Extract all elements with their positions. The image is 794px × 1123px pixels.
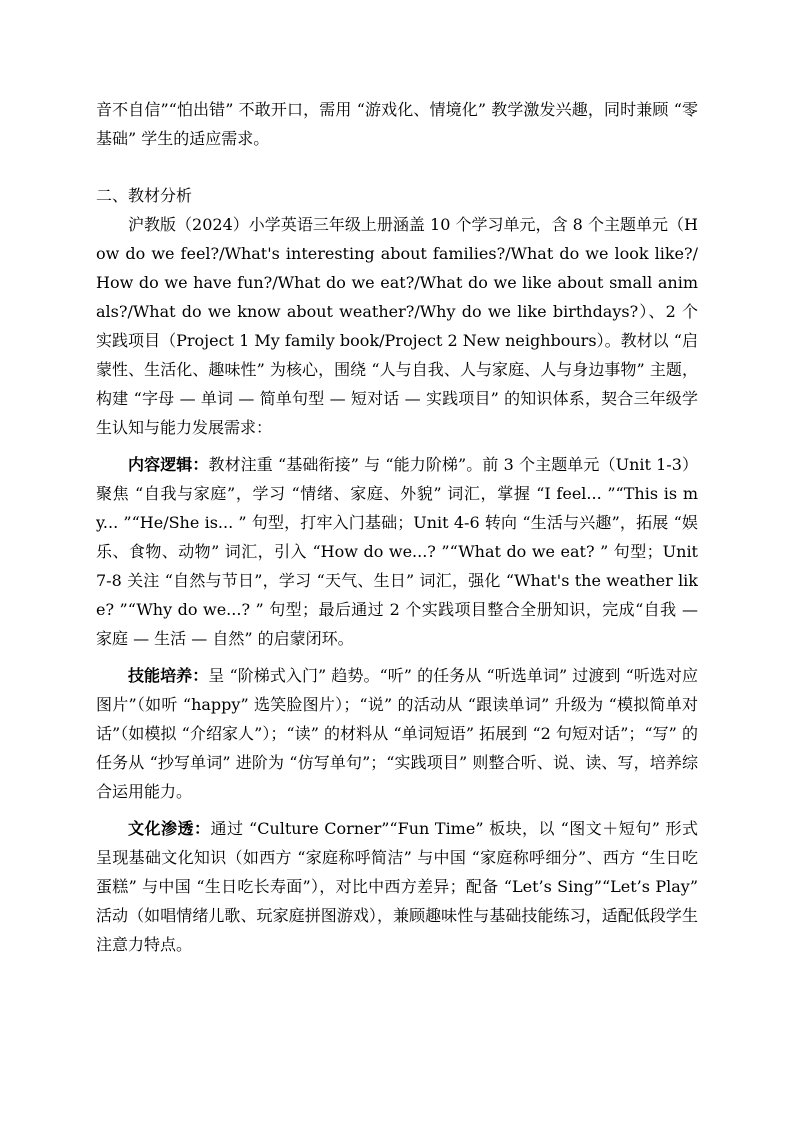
content-logic-text: 教材注重 “基础衔接” 与 “能力阶梯”。前 3 个主题单元（Unit 1-3）聚焦 “自我与家庭”，学习 “情绪、家庭、外貌” 词汇，掌握 “I feel... ”“This is my... ”“He/She is... ” 句型，打牢入门基础；Unit 4-6 转向 “生活与兴趣”，拓展 “娱乐、食物、动物” 词汇，引入 “How do we...? ”“What do we eat? ” 句型；Unit 7-8 关注 “自然与节日”，学习 “天气、生日” 词汇，强化 “What's the weather like? ”“Why do we...? ” 句型；最后通过 2 个实践项目整合全册知识，完成“自我 — 家庭 — 生活 — 自然” 的启蒙闭环。: [96, 455, 698, 648]
culture-paragraph: [96, 814, 698, 959]
intro-continuation-paragraph: 音不自信”“怕出错” 不敢开口，需用 “游戏化、情境化” 教学激发兴趣，同时兼顾 “零基础” 学生的适应需求。: [96, 100, 698, 148]
culture-text: 通过 “Culture Corner”“Fun Time” 板块，以 “图文＋短句” 形式呈现基础文化知识（如西方 “家庭称呼简洁” 与中国 “家庭称呼细分”、西方 “生日吃蛋糕” 与中国 “生日吃长寿面”），对比中西方差异；配备 “Let’s Sing”“Let’s Play” 活动（如唱情绪儿歌、玩家庭拼图游戏），兼顾趣味性与基础技能练习，适配低段学生注意力特点。: [96, 819, 698, 954]
content-logic-label: 内容逻辑：: [128, 455, 209, 474]
document-page: [96, 95, 698, 959]
section-heading-textbook-analysis: 二、教材分析: [96, 186, 193, 205]
content-logic-paragraph: [96, 450, 698, 653]
skill-training-label: 技能培养：: [128, 666, 209, 685]
skill-training-paragraph: [96, 661, 698, 806]
skill-training-text: 呈 “阶梯式入门” 趋势。“听” 的任务从 “听选单词” 过渡到 “听选对应图片”（如听 “happy” 选笑脸图片）；“说” 的活动从 “跟读单词” 升级为 “模拟简单对话”（如模拟 “介绍家人”）；“读” 的材料从 “单词短语” 拓展到 “2 句短对话”；“写” 的任务从 “抄写单词” 进阶为 “仿写单句”；“实践项目” 则整合听、说、读、写，培养综合运用能力。: [96, 666, 698, 801]
textbook-overview-paragraph: 沪教版（2024）小学英语三年级上册涵盖 10 个学习单元，含 8 个主题单元（How do we feel?/What's interesting about families?/What do we look like?/How do we have fun?/What do we eat?/What do we like about small animals?/What do we know about weather?/Why do we like birthdays?）、2 个实践项目（Project 1 My family book/Project 2 New neighbours）。教材以 “启蒙性、生活化、趣味性” 为核心，围绕 “人与自我、人与家庭、人与身边事物” 主题，构建 “字母 — 单词 — 简单句型 — 短对话 — 实践项目” 的知识体系，契合三年级学生认知与能力发展需求：: [96, 215, 698, 437]
culture-label: 文化渗透：: [128, 819, 211, 838]
